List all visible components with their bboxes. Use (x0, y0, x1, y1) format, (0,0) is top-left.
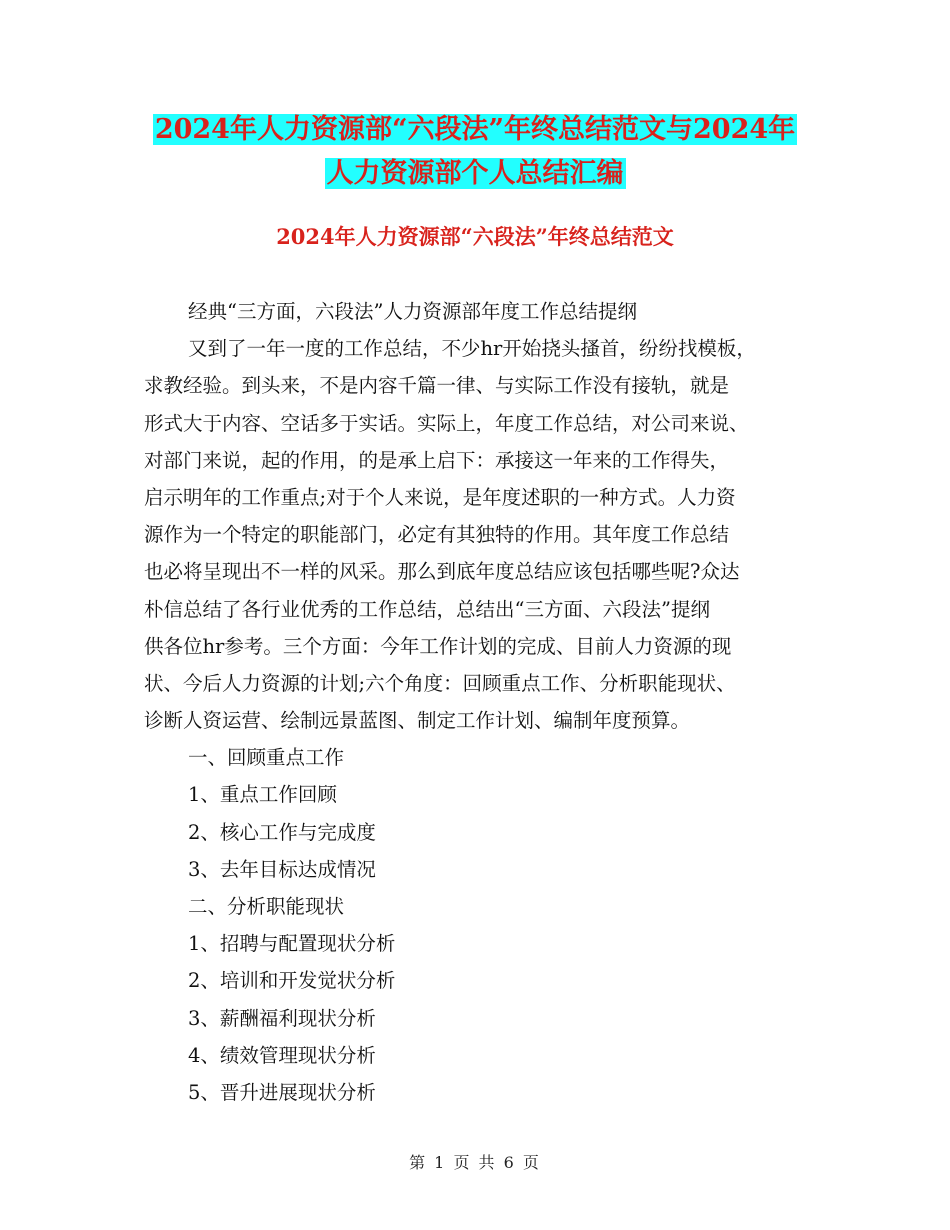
document-body (144, 293, 806, 1111)
paragraph-line: 一、回顾重点工作 (188, 746, 345, 770)
section-title: 2024年人力资源部“六段法”年终总结范文 (276, 224, 674, 249)
paragraph-line: 对部门来说，起的作用，的是承上启下：承接这一年来的工作得失， (144, 448, 730, 472)
paragraph-line: 3、去年目标达成情况 (188, 857, 376, 881)
paragraph-line: 又到了一年一度的工作总结，不少hr开始挠头搔首，纷纷找模板， (188, 337, 756, 361)
paragraph-line: 4、绩效管理现状分析 (188, 1043, 376, 1067)
page-footer: 第 1 页 共 6 页 (409, 1153, 541, 1172)
paragraph-line: 3、薪酬福利现状分析 (188, 1006, 376, 1030)
document-title-line-1: 2024年人力资源部“六段法”年终总结范文与2024年 (154, 114, 796, 145)
paragraph-line: 1、招聘与配置现状分析 (188, 932, 396, 956)
document-title-line-2: 人力资源部个人总结汇编 (326, 158, 624, 189)
paragraph-line: 二、分析职能现状 (188, 895, 345, 918)
paragraph-line: 供各位hr参考。三个方面：今年工作计划的完成、目前人力资源的现 (144, 634, 732, 658)
paragraph-line: 也必将呈现出不一样的风采。那么到底年度总结应该包括哪些呢?众达 (144, 560, 740, 584)
paragraph-line: 状、今后人力资源的计划;六个角度：回顾重点工作、分析职能现状、 (144, 671, 736, 695)
paragraph-line: 经典“三方面，六段法”人力资源部年度工作总结提纲 (188, 300, 637, 323)
paragraph-line: 形式大于内容、空话多于实话。实际上，年度工作总结，对公司来说、 (144, 411, 749, 435)
paragraph-line: 朴信总结了各行业优秀的工作总结，总结出“三方面、六段法”提纲 (144, 597, 710, 621)
paragraph-line: 2、核心工作与完成度 (188, 820, 376, 844)
paragraph-line: 诊断人资运营、绘制远景蓝图、制定工作计划、编制年度预算。 (144, 709, 691, 733)
paragraph-line: 1、重点工作回顾 (188, 783, 337, 807)
paragraph-line: 求教经验。到头来，不是内容千篇一律、与实际工作没有接轨，就是 (144, 374, 730, 398)
paragraph-line: 5、晋升进展现状分析 (188, 1080, 376, 1104)
paragraph-line: 启示明年的工作重点;对于个人来说，是年度述职的一种方式。人力资 (144, 485, 736, 509)
paragraph-line: 2、培训和开发觉状分析 (188, 969, 396, 993)
paragraph-line: 源作为一个特定的职能部门，必定有其独特的作用。其年度工作总结 (144, 523, 730, 547)
